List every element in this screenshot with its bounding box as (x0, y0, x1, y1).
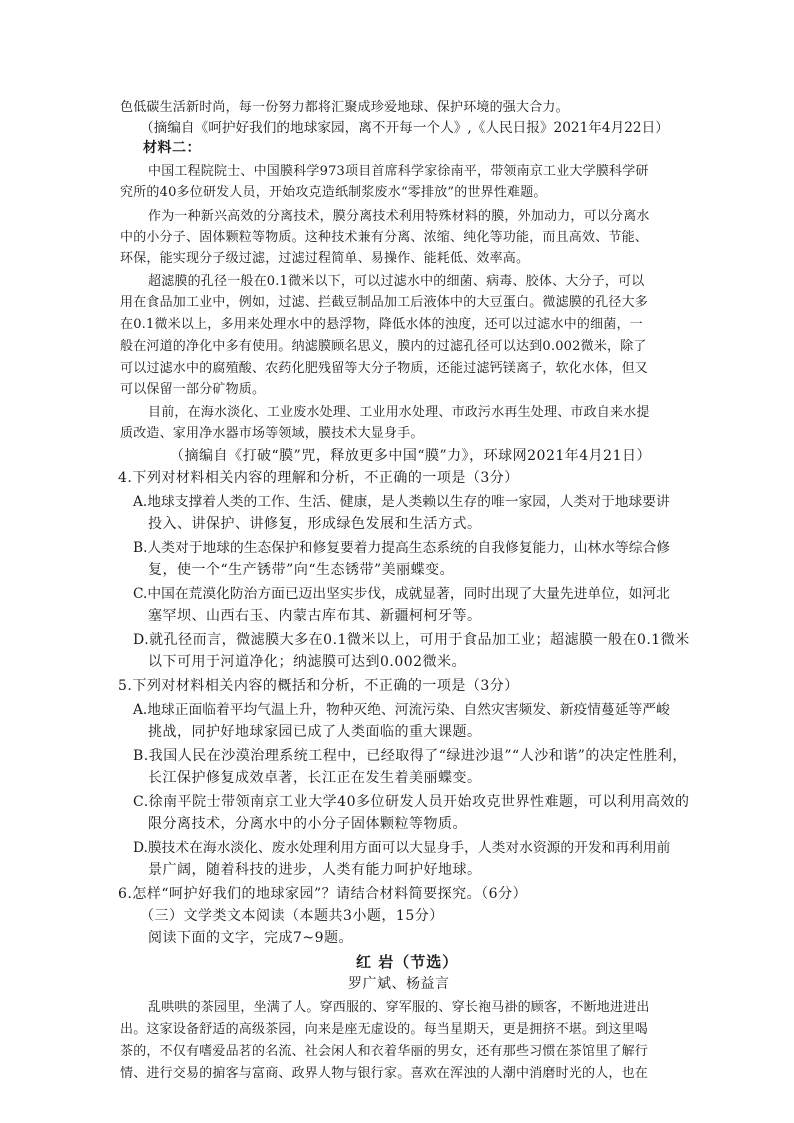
text-line: 可以保留一部分矿物质。 (120, 382, 266, 397)
text-line: 目前，在海水淡化、工业废水处理、工业用水处理、市政污水再生处理、市政自来水提 (148, 405, 650, 420)
text-line: 究所的40多位研发人员，开始攻克造纸制浆废水“零排放”的世界性难题。 (120, 185, 547, 200)
text-line: 环保，能实现分子级过滤，过滤过程简单、易操作、能耗低、效率高。 (120, 251, 530, 266)
option-d-cont: 以下可用于河道净化；纳滤膜可达到0.002微米。 (148, 654, 467, 670)
option-d: D.就孔径而言，微滤膜大多在0.1微米以上，可用于食品加工业；超滤膜一般在0.1微米 (133, 632, 690, 648)
text-line: 可以过滤水中的腐殖酸、农药化肥残留等大分子物质，还能过滤钙镁离子，软化水体，但又 (120, 361, 649, 376)
text-line: 超滤膜的孔径一般在0.1微米以下，可以过滤水中的细菌、病毒、胶体、大分子，可以 (148, 274, 645, 289)
text-line: 中国工程院院士、中国膜科学973项目首席科学家徐南平，带领南京工业大学膜科学研 (148, 164, 649, 179)
text-line: 茶的，不仅有嗜爱品茗的名流、社会闲人和衣着华丽的男女，还有那些习惯在茶馆里了解行 (120, 1044, 649, 1059)
option-d: D.膜技术在海水淡化、废水处理利用方面可以大显身手，人类对水资源的开发和再利用前 (133, 840, 671, 856)
option-b-cont: 复，使一个“生产锈带”向“生态锈带”美丽蝶变。 (148, 562, 455, 578)
question-4: 4.下列对材料相关内容的理解和分析，不正确的一项是（3分） (118, 470, 519, 486)
question-5: 5.下列对材料相关内容的概括和分析，不正确的一项是（3分） (118, 678, 519, 694)
text-line: 乱哄哄的茶园里，坐满了人。穿西服的、穿军服的、穿长袍马褂的顾客，不断地进进出 (148, 1000, 650, 1015)
text-line: 中的小分子、固体颗粒等物质。这种技术兼有分离、浓缩、纯化等功能，而且高效、节能、 (120, 230, 649, 245)
option-b: B.我国人民在沙漠治理系统工程中，已经取得了“绿进沙退”“人沙和谐”的决定性胜利， (133, 748, 687, 764)
source-citation: （摘编自《打破“膜”咒，释放更多中国“膜”力》，环球网2021年4月21日） (170, 448, 651, 464)
option-c-cont: 塞罕坝、山西右玉、内蒙古库布其、新疆柯柯牙等。 (148, 608, 482, 624)
article-title: 红 岩（节选） (356, 953, 459, 971)
option-c: C.中国在荒漠化防治方面已迈出坚实步伐，成就显著，同时出现了大量先进单位，如河北 (133, 586, 670, 602)
text-line: 出。这家设备舒适的高级茶园，向来是座无虚设的。每当星期天，更是拥挤不堪。到这里喝 (120, 1022, 649, 1037)
option-b: B.人类对于地球的生态保护和修复要着力提高生态系统的自我修复能力，山林水等综合修 (133, 540, 670, 556)
option-c: C.徐南平院士带领南京工业大学40多位研发人员开始攻克世界性难题，可以利用高效的 (133, 794, 690, 810)
option-a: A.地球支撑着人类的工作、生活、健康，是人类赖以生存的唯一家园，人类对于地球要讲 (133, 494, 670, 510)
section-heading: 材料二： (143, 140, 201, 156)
text-line: 般在河道的净化中多有使用。纳滤膜顾名思义，膜内的过滤孔径可以达到0.002微米，除了 (120, 339, 647, 354)
option-b-cont: 长江保护修复成效卓著，长江正在发生着美丽蝶变。 (148, 770, 482, 786)
text-line: 用在食品加工业中，例如，过滤、拦截豆制品加工后液体中的大豆蛋白。微滤膜的孔径大多 (120, 295, 649, 310)
text-line: 色低碳生活新时尚，每一份努力都将汇聚成珍爱地球、保护环境的强大合力。 (120, 100, 569, 115)
text-line: 质改造、家用净水器市场等领域，膜技术大显身手。 (120, 426, 424, 441)
option-d-cont: 景广阔，随着科技的进步，人类有能力呵护好地球。 (148, 862, 482, 878)
option-c-cont: 限分离技术，分离水中的小分子固体颗粒等物质。 (148, 816, 467, 832)
article-author: 罗广斌、杨益言 (348, 976, 450, 992)
source-citation: （摘编自《呵护好我们的地球家园，离不开每一个人》,《人民日报》2021年4月22日） (140, 120, 669, 136)
text-line: 在0.1微米以上，多用来处理水中的悬浮物，降低水体的浊度，还可以过滤水中的细菌，一 (120, 317, 643, 332)
question-6: 6.怎样“呵护好我们的地球家园”？请结合材料简要探究。（6分） (118, 886, 528, 902)
option-a-cont: 投入、讲保护、讲修复，形成绿色发展和生活方式。 (148, 516, 482, 532)
instruction: 阅读下面的文字，完成7~9题。 (148, 930, 354, 946)
text-line: 作为一种新兴高效的分离技术，膜分离技术利用特殊材料的膜，外加动力，可以分离水 (148, 209, 650, 224)
text-line: 情、进行交易的掮客与富商、政界人物与银行家。喜欢在浑浊的人潮中消磨时光的人，也在 (120, 1066, 649, 1081)
section-heading: （三）文学类文本阅读（本题共3小题，15分） (140, 908, 444, 924)
option-a: A.地球正面临着平均气温上升，物种灭绝、河流污染、自然灾害频发、新疫情蔓延等严峻 (133, 702, 670, 718)
option-a-cont: 挑战，同护好地球家园已成了人类面临的重大课题。 (148, 724, 482, 740)
